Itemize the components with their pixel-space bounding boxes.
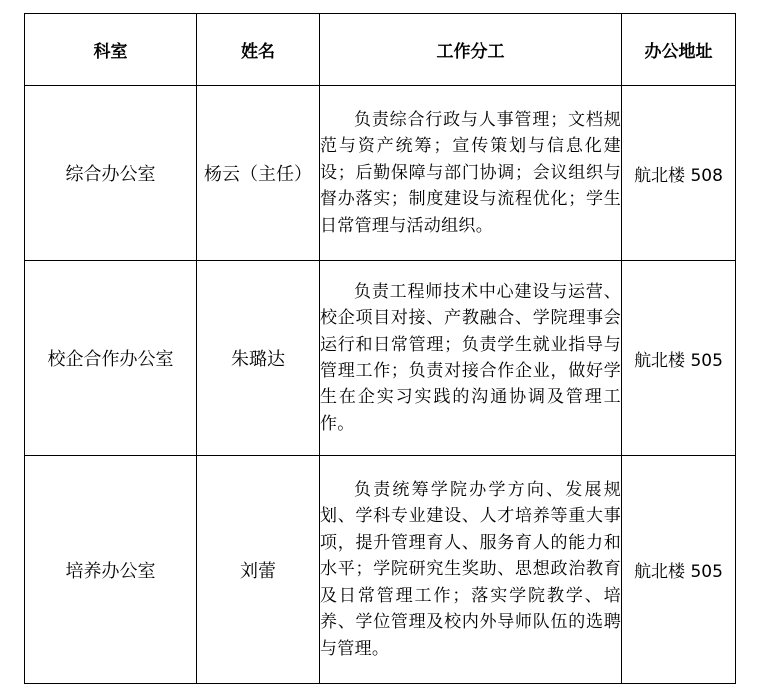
name-cell: 杨云（主任） <box>197 86 320 261</box>
table-row <box>25 86 736 261</box>
duties-cell: 负责综合行政与人事管理；文档规范与资产统筹；宣传策划与信息化建设；后勤保障与部门协调；会议组织与督办落实；制度建设与流程优化；学生日常管理与活动组织。 <box>320 86 622 261</box>
department-cell: 培养办公室 <box>25 456 197 684</box>
duties-cell: 负责统筹学院办学方向、发展规划、学科专业建设、人才培养等重大事项，提升管理育人、服务育人的能力和水平；学院研究生奖助、思想政治教育及日常管理工作；落实学院教学、培养、学位管理及校内外导师队伍的选聘与管理。 <box>320 456 622 684</box>
department-cell: 校企合作办公室 <box>25 261 197 456</box>
table-row <box>25 261 736 456</box>
header-row <box>25 14 736 86</box>
address-cell: 航北楼 505 <box>622 261 736 456</box>
header-address: 办公地址 <box>622 14 736 86</box>
header-name: 姓名 <box>197 14 320 86</box>
department-cell: 综合办公室 <box>25 86 197 261</box>
department-table <box>24 13 736 684</box>
name-cell: 朱璐达 <box>197 261 320 456</box>
table-row <box>25 456 736 684</box>
address-cell: 航北楼 508 <box>622 86 736 261</box>
address-cell: 航北楼 505 <box>622 456 736 684</box>
header-department: 科室 <box>25 14 197 86</box>
duties-cell: 负责工程师技术中心建设与运营、校企项目对接、产教融合、学院理事会运行和日常管理；负责学生就业指导与管理工作；负责对接合作企业，做好学生在企实习实践的沟通协调及管理工作。 <box>320 261 622 456</box>
name-cell: 刘蕾 <box>197 456 320 684</box>
header-duties: 工作分工 <box>320 14 622 86</box>
